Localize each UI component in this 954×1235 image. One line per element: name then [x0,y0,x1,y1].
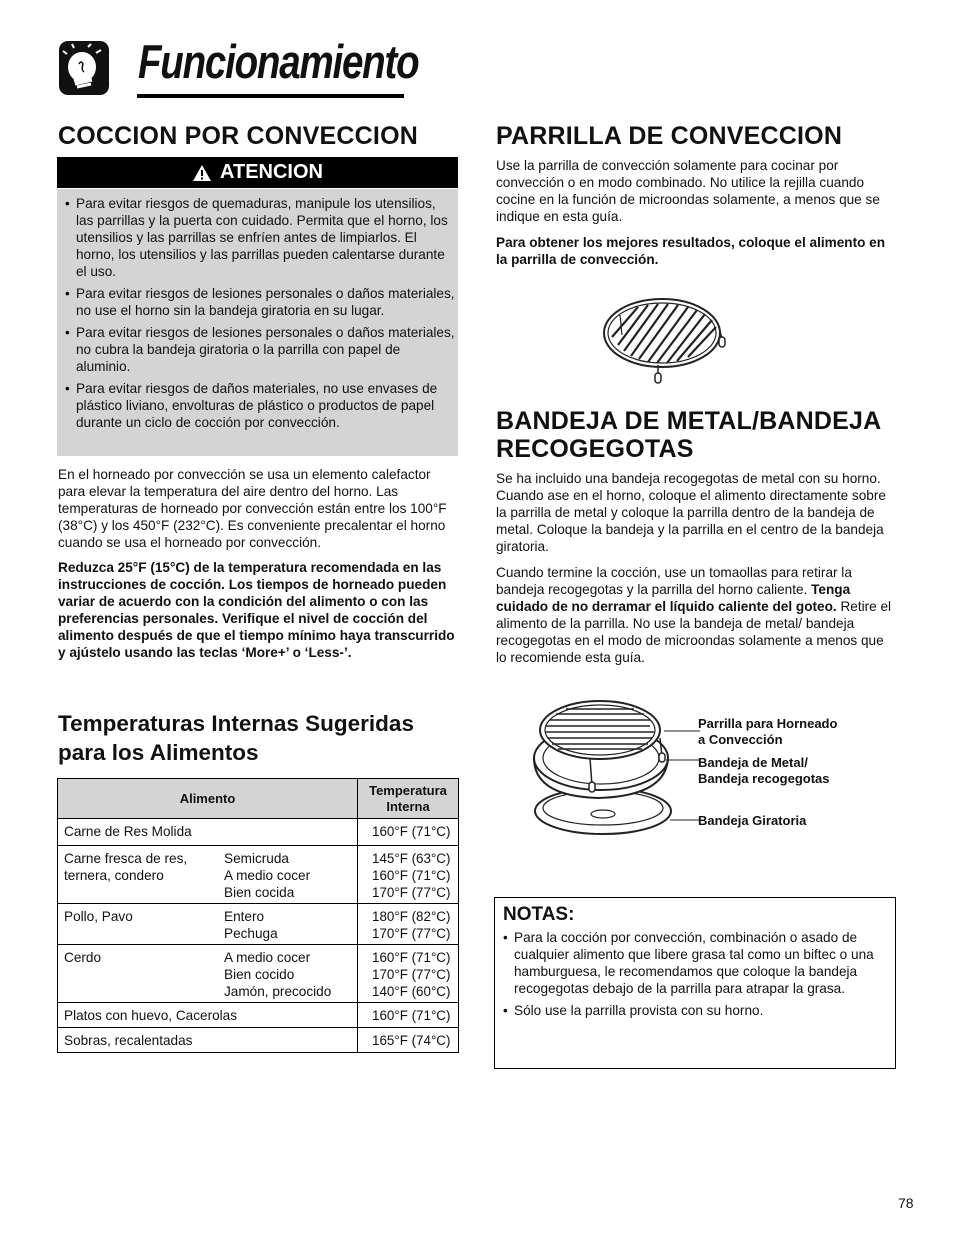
temp-cell: 145°F (63°C) 160°F (71°C) 170°F (77°C) [358,846,459,904]
note-item: • Sólo use la parrilla provista con su horno. [503,1002,889,1019]
table-row [58,1028,459,1053]
warning-box [57,189,458,456]
table-header-temp: Temperatura Interna [358,779,459,819]
doneness-cell: Semicruda A medio cocer Bien cocida [224,846,358,904]
warning-item: • Para evitar riesgos de daños materiales, no use envases de plástico liviano, envolturas de plástico o productos de papel durante un ciclo de cocción por convección. [65,380,456,431]
rack-bold-paragraph: Para obtener los mejores resultados, coloque el alimento en la parrilla de convección. [496,235,886,267]
warning-item: • Para evitar riesgos de lesiones personales o daños materiales, no use el horno sin la bandeja giratoria en su lugar. [65,285,456,319]
table-row [58,904,459,945]
convection-rack-text [496,157,886,268]
convection-rack-illustration [600,295,735,390]
temperatures-title: Temperaturas Internas Sugeridas para los Alimentos [58,711,414,765]
doneness-cell: Entero Pechuga [224,904,358,945]
temp-cell: 180°F (82°C) 170°F (77°C) [358,904,459,945]
food-cell: Sobras, recalentadas [58,1028,358,1053]
notes-box [494,897,896,1069]
lightbulb-icon [58,40,110,96]
convection-paragraph: En el horneado por convección se usa un elemento calefactor para elevar la temperatura del aire dentro del horno. Las temperaturas de horneado por convección están entre los 100°F (38°C) y los 450°F (232°C). Es conveniente precalentar el horno cuando se usa el horneado por convección. [58,467,447,550]
doneness-cell: A medio cocer Bien cocido Jamón, precocido [224,945,358,1003]
drip-pan-paragraph-2: Cuando termine la cocción, use un tomaollas para retirar la bandeja recogegotas y la parrilla del horno caliente. Tenga cuidado de no derramar el líquido caliente del goteo. Retire el alimento de la parrilla. No use la bandeja de metal/ bandeja recogegotas en el modo de microondas solamente a menos que lo recomiende esta guía. [496,565,892,665]
warning-item: • Para evitar riesgos de quemaduras, manipule los utensilios, las parrillas y la puerta con cuidado. Permita que el horno, los utensilios y las parrillas se enfríen antes de limpiarlos. El horno, los utensilios y las parrillas pueden calentarse durante el uso. [65,195,456,280]
convection-text [58,466,458,661]
food-cell: Carne fresca de res, ternera, condero [58,846,225,904]
title-underline [137,94,404,98]
drip-pan-text [496,470,892,666]
food-cell: Cerdo [58,945,225,1003]
food-cell: Platos con huevo, Cacerolas [58,1003,358,1028]
temp-cell: 165°F (74°C) [358,1028,459,1053]
notes-title: NOTAS: [503,904,575,925]
table-row [58,846,459,904]
convection-cooking-title: COCCION POR CONVECCION [58,122,418,150]
table-header-food: Alimento [58,779,358,819]
drip-pan-paragraph-1: Se ha incluido una bandeja recogegotas de metal con su horno. Cuando ase en el horno, coloque el alimento directamente sobre la parrilla de metal y coloque la parrilla dentro de la bandeja de metal. Coloque la bandeja y la parrilla en el centro de la bandeja giratoria. [496,471,886,554]
temp-cell: 160°F (71°C) [358,819,459,846]
label-drip-pan: Bandeja de Metal/ Bandeja recogegotas [698,755,830,786]
drip-pan-title: BANDEJA DE METAL/BANDEJA RECOGEGOTAS [496,407,881,463]
temp-cell: 160°F (71°C) [358,1003,459,1028]
convection-rack-title: PARRILLA DE CONVECCION [496,122,843,150]
food-cell: Pollo, Pavo [58,904,225,945]
food-cell: Carne de Res Molida [58,819,358,846]
page-number: 78 [898,1195,914,1211]
label-turntable: Bandeja Giratoria [698,813,807,828]
warning-label: ATENCION [220,161,323,183]
table-row [58,1003,459,1028]
warning-header [57,157,458,188]
warning-item: • Para evitar riesgos de lesiones personales o daños materiales, no cubra la bandeja giratoria o la parrilla con papel de aluminio. [65,324,456,375]
temperature-table [57,778,459,1053]
table-row [58,819,459,846]
convection-bold-paragraph: Reduzca 25°F (15°C) de la temperatura recomendada en las instrucciones de cocción. Los tiempos de horneado pueden variar de acuerdo con la condición del alimento o con las preferencias personales. Verifique el nivel de cocción del alimento después de que el tiempo mínimo haya transcurrido y ajústelo usando las teclas ‘More+’ o ‘Less-’. [58,560,455,660]
page-title: Funcionamiento [138,35,419,88]
drip-pan-illustration [530,698,700,836]
note-item: • Para la cocción por convección, combinación o asado de cualquier alimento que libere grasa tal como un biftec o una hamburguesa, le recomendamos que coloque la bandeja recogegotas debajo de la parrilla para atrapar la grasa. [503,929,889,997]
table-row [58,945,459,1003]
temp-cell: 160°F (71°C) 170°F (77°C) 140°F (60°C) [358,945,459,1003]
warning-triangle-icon [192,164,212,182]
rack-paragraph: Use la parrilla de convección solamente para cocinar por convección o en modo combinado. No utilice la rejilla cuando cocine en la función de microondas solamente, a menos que se indique en esta guía. [496,158,880,224]
label-convection-rack: Parrilla para Horneado a Convección [698,716,838,747]
